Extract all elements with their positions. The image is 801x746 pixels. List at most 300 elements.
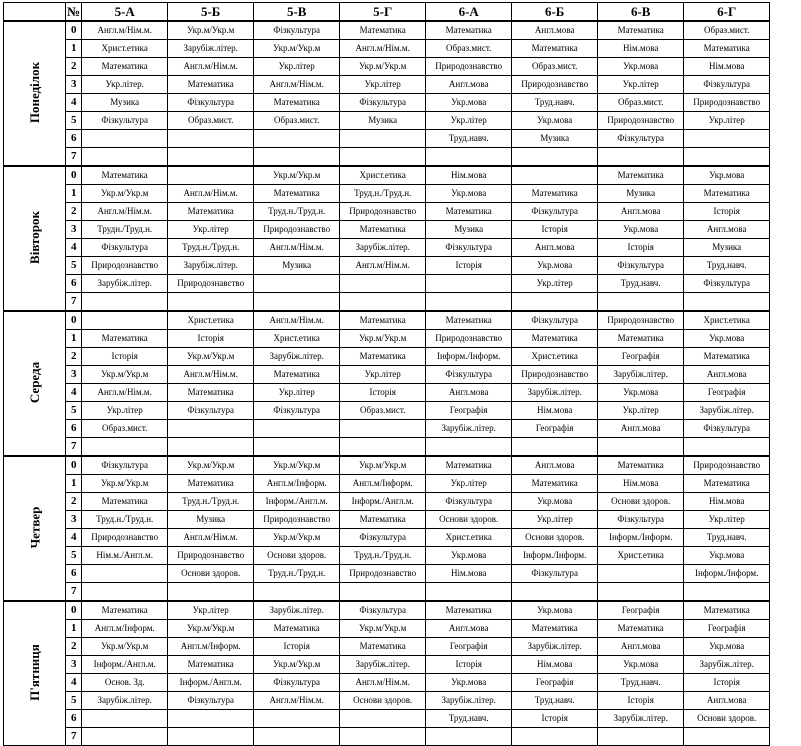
subject-cell: Математика (512, 620, 598, 638)
subject-cell: Труд.навч. (598, 275, 684, 293)
subject-cell (426, 293, 512, 312)
header-class-6v: 6-В (598, 3, 684, 22)
subject-cell: Основ. Зд. (82, 674, 168, 692)
subject-cell: Укр.літер (598, 402, 684, 420)
lesson-number: 2 (66, 203, 82, 221)
subject-cell: Математика (598, 620, 684, 638)
header-row (4, 3, 770, 22)
subject-cell: Математика (598, 166, 684, 185)
subject-cell: Укр.мова (684, 547, 770, 565)
subject-cell: Христ.етика (82, 40, 168, 58)
lesson-row (4, 40, 770, 58)
subject-cell: Інформ./Інформ. (598, 529, 684, 547)
subject-cell: Математика (254, 185, 340, 203)
subject-cell: Основи здоров. (684, 710, 770, 728)
subject-cell: Англ.м/Інформ. (340, 475, 426, 493)
subject-cell: Математика (512, 40, 598, 58)
subject-cell: Англ.м/Нім.м. (340, 40, 426, 58)
subject-cell: Укр.м/Укр.м (82, 638, 168, 656)
subject-cell: Фізкультура (512, 311, 598, 330)
subject-cell (512, 583, 598, 602)
subject-cell: Англ.м/Нім.м. (254, 692, 340, 710)
subject-cell (598, 438, 684, 457)
day-label: Вівторок (27, 211, 43, 264)
subject-cell: Труд.н./Труд.н. (340, 547, 426, 565)
lesson-number: 7 (66, 438, 82, 457)
subject-cell (168, 710, 254, 728)
lesson-number: 5 (66, 692, 82, 710)
subject-cell: Музика (598, 185, 684, 203)
subject-cell: Англ.м/Нім.м. (82, 384, 168, 402)
subject-cell: Укр.літер (254, 58, 340, 76)
lesson-number: 5 (66, 547, 82, 565)
subject-cell: Нім.мова (684, 493, 770, 511)
lesson-number: 5 (66, 112, 82, 130)
subject-cell: Труд.навч. (684, 529, 770, 547)
subject-cell: Фізкультура (168, 402, 254, 420)
subject-cell: Нім.мова (512, 656, 598, 674)
lesson-number: 6 (66, 420, 82, 438)
subject-cell (684, 130, 770, 148)
subject-cell: Укр.мова (598, 656, 684, 674)
subject-cell (82, 565, 168, 583)
subject-cell: Математика (82, 330, 168, 348)
subject-cell: Музика (426, 221, 512, 239)
subject-cell: Математика (82, 166, 168, 185)
subject-cell: Географія (512, 674, 598, 692)
subject-cell: Фізкультура (426, 239, 512, 257)
subject-cell: Труд.навч. (426, 710, 512, 728)
subject-cell: Укр.м/Укр.м (340, 330, 426, 348)
subject-cell: Зарубіж.літер. (254, 601, 340, 620)
subject-cell: Образ.мист. (684, 21, 770, 40)
subject-cell: Англ.м/Інформ. (82, 620, 168, 638)
day-cell (4, 601, 66, 746)
subject-cell (82, 311, 168, 330)
subject-cell: Укр.м/Укр.м (340, 456, 426, 475)
subject-cell: Англ.м/Нім.м. (254, 76, 340, 94)
subject-cell: Укр.мова (512, 493, 598, 511)
subject-cell: Укр.літер (684, 511, 770, 529)
subject-cell (82, 710, 168, 728)
lesson-row (4, 185, 770, 203)
subject-cell: Математика (340, 311, 426, 330)
lesson-row (4, 656, 770, 674)
subject-cell: Англ.м/Нім.м. (254, 239, 340, 257)
subject-cell (82, 293, 168, 312)
subject-cell: Англ.мова (512, 456, 598, 475)
subject-cell (82, 438, 168, 457)
lesson-number: 3 (66, 76, 82, 94)
subject-cell: Труд.навч. (426, 130, 512, 148)
subject-cell: Природознавство (254, 511, 340, 529)
subject-cell: Труд.н./Труд.н. (254, 565, 340, 583)
lesson-row (4, 311, 770, 330)
subject-cell: Фізкультура (254, 402, 340, 420)
lesson-row (4, 547, 770, 565)
subject-cell: Історія (684, 203, 770, 221)
subject-cell: Укр.літер (340, 366, 426, 384)
subject-cell: Історія (598, 239, 684, 257)
subject-cell: Математика (684, 475, 770, 493)
day-cell (4, 21, 66, 166)
lesson-number: 3 (66, 656, 82, 674)
subject-cell: Укр.м/Укр.м (168, 21, 254, 40)
subject-cell (254, 420, 340, 438)
subject-cell: Зарубіж.літер. (82, 275, 168, 293)
subject-cell (598, 293, 684, 312)
lesson-number: 2 (66, 493, 82, 511)
subject-cell: Фізкультура (684, 76, 770, 94)
subject-cell: Фізкультура (254, 21, 340, 40)
lesson-number: 1 (66, 40, 82, 58)
lesson-row (4, 21, 770, 40)
subject-cell: Математика (684, 601, 770, 620)
subject-cell: Зарубіж.літер. (340, 656, 426, 674)
subject-cell: Укр.мова (598, 221, 684, 239)
subject-cell (254, 148, 340, 167)
subject-cell (254, 438, 340, 457)
lesson-number: 2 (66, 638, 82, 656)
subject-cell: Фізкультура (598, 257, 684, 275)
lesson-number: 0 (66, 166, 82, 185)
lesson-number: 6 (66, 130, 82, 148)
header-class-5a: 5-А (82, 3, 168, 22)
subject-cell (82, 130, 168, 148)
subject-cell: Математика (598, 330, 684, 348)
header-corner (4, 3, 66, 22)
subject-cell: Математика (254, 620, 340, 638)
header-class-5b: 5-Б (168, 3, 254, 22)
subject-cell: Історія (340, 384, 426, 402)
subject-cell: Нім.мова (426, 166, 512, 185)
subject-cell: Математика (340, 348, 426, 366)
subject-cell: Англ.мова (426, 76, 512, 94)
lesson-row (4, 130, 770, 148)
subject-cell: Музика (340, 112, 426, 130)
lesson-row (4, 94, 770, 112)
subject-cell: Труд.навч. (684, 257, 770, 275)
subject-cell: Фізкультура (340, 529, 426, 547)
lesson-row (4, 402, 770, 420)
subject-cell: Зарубіж.літер. (168, 257, 254, 275)
lesson-number: 4 (66, 384, 82, 402)
subject-cell: Труд.н./Труд.н. (168, 239, 254, 257)
lesson-row (4, 583, 770, 602)
lesson-row (4, 366, 770, 384)
subject-cell: Фізкультура (168, 94, 254, 112)
subject-cell: Укр.мова (598, 384, 684, 402)
lesson-number: 7 (66, 148, 82, 167)
subject-cell (340, 148, 426, 167)
subject-cell: Укр.м/Укр.м (340, 620, 426, 638)
subject-cell: Укр.м/Укр.м (82, 475, 168, 493)
subject-cell: Англ.мова (684, 692, 770, 710)
subject-cell: Математика (82, 601, 168, 620)
subject-cell (426, 728, 512, 746)
subject-cell: Математика (684, 185, 770, 203)
lesson-number: 0 (66, 601, 82, 620)
subject-cell: Музика (512, 130, 598, 148)
subject-cell: Історія (254, 638, 340, 656)
subject-cell: Образ.мист. (426, 40, 512, 58)
subject-cell: Природознавство (684, 94, 770, 112)
lesson-row (4, 166, 770, 185)
lesson-number: 4 (66, 529, 82, 547)
subject-cell: Англ.м/Інформ. (168, 638, 254, 656)
lesson-row (4, 203, 770, 221)
subject-cell: Англ.мова (598, 203, 684, 221)
subject-cell: Англ.мова (426, 384, 512, 402)
header-class-5g: 5-Г (340, 3, 426, 22)
subject-cell: Укр.мова (684, 330, 770, 348)
lesson-row (4, 529, 770, 547)
lesson-number: 2 (66, 348, 82, 366)
subject-cell: Англ.мова (512, 239, 598, 257)
subject-cell: Історія (426, 656, 512, 674)
subject-cell: Математика (340, 21, 426, 40)
subject-cell: Укр.мова (684, 638, 770, 656)
subject-cell: Образ.мист. (254, 112, 340, 130)
subject-cell: Природознавство (82, 529, 168, 547)
lesson-row (4, 456, 770, 475)
subject-cell: Англ.мова (684, 221, 770, 239)
day-cell (4, 311, 66, 456)
subject-cell: Математика (340, 638, 426, 656)
subject-cell: Христ.етика (168, 311, 254, 330)
subject-cell: Природознавство (168, 547, 254, 565)
subject-cell: Укр.літер (340, 76, 426, 94)
lesson-row (4, 674, 770, 692)
lesson-row (4, 58, 770, 76)
subject-cell: Історія (598, 692, 684, 710)
subject-cell: Географія (598, 348, 684, 366)
subject-cell (598, 565, 684, 583)
subject-cell: Математика (512, 185, 598, 203)
subject-cell: Нім.мова (598, 40, 684, 58)
subject-cell: Укр.мова (512, 257, 598, 275)
subject-cell: Природознавство (512, 366, 598, 384)
subject-cell: Історія (512, 710, 598, 728)
subject-cell: Математика (426, 21, 512, 40)
lesson-row (4, 275, 770, 293)
subject-cell: Фізкультура (254, 674, 340, 692)
subject-cell: Фізкультура (598, 130, 684, 148)
subject-cell: Труд.н./Труд.н. (168, 493, 254, 511)
subject-cell: Нім.мова (426, 565, 512, 583)
subject-cell: Математика (340, 511, 426, 529)
subject-cell: Математика (254, 94, 340, 112)
subject-cell (598, 148, 684, 167)
subject-cell: Зарубіж.літер. (684, 656, 770, 674)
lesson-number: 3 (66, 511, 82, 529)
lesson-row (4, 293, 770, 312)
subject-cell: Зарубіж.літер. (168, 40, 254, 58)
lesson-number: 5 (66, 402, 82, 420)
subject-cell (340, 130, 426, 148)
subject-cell: Математика (168, 384, 254, 402)
subject-cell: Інформ./Інформ. (426, 348, 512, 366)
subject-cell: Основи здоров. (340, 692, 426, 710)
subject-cell: Фізкультура (512, 203, 598, 221)
subject-cell: Інформ./Англ.м. (340, 493, 426, 511)
subject-cell: Англ.м/Нім.м. (168, 366, 254, 384)
subject-cell: Фізкультура (598, 511, 684, 529)
day-cell (4, 456, 66, 601)
schedule-table (3, 2, 770, 746)
subject-cell (684, 728, 770, 746)
subject-cell: Англ.м/Інформ. (254, 475, 340, 493)
subject-cell (254, 710, 340, 728)
subject-cell: Фізкультура (82, 112, 168, 130)
subject-cell: Природознавство (340, 565, 426, 583)
subject-cell: Укр.м/Укр.м (168, 348, 254, 366)
lesson-number: 0 (66, 311, 82, 330)
subject-cell: Укр.мова (426, 547, 512, 565)
header-class-6a: 6-А (426, 3, 512, 22)
subject-cell (426, 275, 512, 293)
subject-cell: Природознавство (82, 257, 168, 275)
subject-cell: Інформ./Інформ. (684, 565, 770, 583)
subject-cell (512, 728, 598, 746)
lesson-row (4, 112, 770, 130)
subject-cell (254, 293, 340, 312)
subject-cell: Укр.літер (168, 221, 254, 239)
subject-cell: Природознавство (340, 203, 426, 221)
lesson-number: 1 (66, 620, 82, 638)
subject-cell: Географія (684, 384, 770, 402)
lesson-number: 0 (66, 21, 82, 40)
subject-cell: Христ.етика (254, 330, 340, 348)
subject-cell: Укр.м/Укр.м (82, 185, 168, 203)
subject-cell (512, 293, 598, 312)
subject-cell: Інформ./Англ.м. (82, 656, 168, 674)
subject-cell: Математика (512, 330, 598, 348)
subject-cell: Образ.мист. (598, 94, 684, 112)
subject-cell: Фізкультура (684, 420, 770, 438)
subject-cell: Природознавство (598, 311, 684, 330)
subject-cell: Зарубіж.літер. (512, 638, 598, 656)
lesson-row (4, 438, 770, 457)
subject-cell: Математика (684, 348, 770, 366)
lesson-number: 7 (66, 583, 82, 602)
subject-cell: Англ.мова (426, 620, 512, 638)
subject-cell: Математика (82, 493, 168, 511)
subject-cell: Географія (426, 402, 512, 420)
subject-cell: Христ.етика (426, 529, 512, 547)
subject-cell: Музика (168, 511, 254, 529)
subject-cell: Фізкультура (82, 239, 168, 257)
subject-cell: Математика (168, 203, 254, 221)
subject-cell: Англ.м/Нім.м. (168, 529, 254, 547)
subject-cell: Історія (82, 348, 168, 366)
subject-cell: Труд.н./Труд.н. (254, 203, 340, 221)
subject-cell (426, 583, 512, 602)
lesson-number: 6 (66, 275, 82, 293)
subject-cell (82, 728, 168, 746)
subject-cell: Природознавство (684, 456, 770, 475)
header-number: № (67, 4, 81, 19)
day-label: Четвер (27, 506, 43, 549)
subject-cell: Укр.літер. (82, 76, 168, 94)
subject-cell: Англ.м/Нім.м. (168, 185, 254, 203)
subject-cell: Нім.мова (598, 475, 684, 493)
subject-cell: Нім.мова (512, 402, 598, 420)
subject-cell: Образ.мист. (82, 420, 168, 438)
subject-cell (340, 275, 426, 293)
subject-cell: Природознавство (426, 58, 512, 76)
lesson-number: 7 (66, 728, 82, 746)
subject-cell (340, 710, 426, 728)
lesson-row (4, 601, 770, 620)
subject-cell: Укр.м/Укр.м (254, 166, 340, 185)
subject-cell: Укр.літер (82, 402, 168, 420)
subject-cell: Англ.мова (598, 638, 684, 656)
header-class-5v: 5-В (254, 3, 340, 22)
subject-cell: Христ.етика (340, 166, 426, 185)
subject-cell: Математика (512, 475, 598, 493)
lesson-row (4, 493, 770, 511)
subject-cell: Географія (598, 601, 684, 620)
day-label: Середа (27, 361, 43, 404)
subject-cell: Основи здоров. (168, 565, 254, 583)
subject-cell: Христ.етика (684, 311, 770, 330)
subject-cell (426, 438, 512, 457)
subject-cell: Математика (598, 456, 684, 475)
subject-cell: Фізкультура (426, 493, 512, 511)
subject-cell: Англ.м/Нім.м. (340, 257, 426, 275)
subject-cell: Укр.літер (168, 601, 254, 620)
subject-cell: Англ.м/Нім.м. (254, 311, 340, 330)
subject-cell: Христ.етика (598, 547, 684, 565)
lesson-row (4, 384, 770, 402)
subject-cell: Труд.н./Труд.н. (340, 185, 426, 203)
subject-cell: Англ.мова (512, 21, 598, 40)
subject-cell: Христ.етика (512, 348, 598, 366)
subject-cell: Історія (512, 221, 598, 239)
subject-cell: Математика (168, 475, 254, 493)
subject-cell: Математика (426, 456, 512, 475)
subject-cell: Історія (684, 674, 770, 692)
subject-cell: Математика (684, 40, 770, 58)
subject-cell: Зарубіж.літер. (82, 692, 168, 710)
subject-cell (684, 293, 770, 312)
subject-cell: Укр.м/Укр.м (254, 40, 340, 58)
subject-cell (340, 728, 426, 746)
subject-cell (684, 583, 770, 602)
lesson-number: 0 (66, 456, 82, 475)
subject-cell: Географія (684, 620, 770, 638)
subject-cell: Укр.літер (426, 475, 512, 493)
subject-cell: Англ.м/Нім.м. (82, 21, 168, 40)
subject-cell: Фізкультура (168, 692, 254, 710)
subject-cell: Фізкультура (684, 275, 770, 293)
subject-cell: Укр.м/Укр.м (82, 366, 168, 384)
subject-cell: Труд.навч. (512, 692, 598, 710)
subject-cell: Зарубіж.літер. (598, 366, 684, 384)
subject-cell (168, 130, 254, 148)
day-label: Понеділок (27, 61, 43, 124)
subject-cell (254, 583, 340, 602)
subject-cell: Зарубіж.літер. (684, 402, 770, 420)
subject-cell (512, 438, 598, 457)
subject-cell: Англ.мова (598, 420, 684, 438)
day-label: П'ятниця (27, 644, 43, 701)
subject-cell: Укр.літер (598, 76, 684, 94)
subject-cell: Образ.мист. (168, 112, 254, 130)
lesson-row (4, 511, 770, 529)
subject-cell (598, 728, 684, 746)
